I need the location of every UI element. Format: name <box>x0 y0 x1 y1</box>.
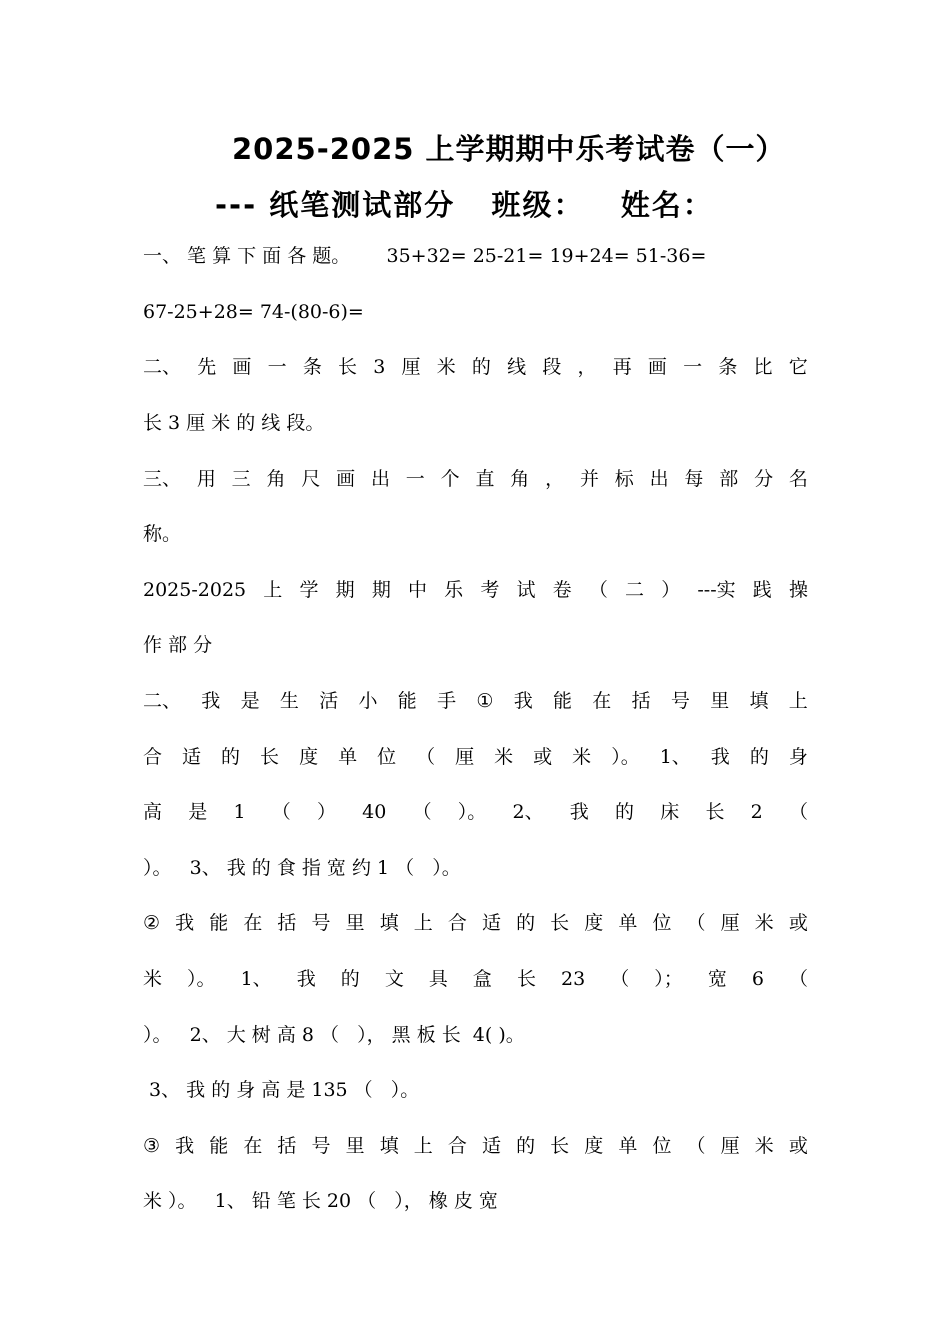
text-token: 画 <box>336 468 356 490</box>
text-token: ）。 <box>457 801 487 823</box>
text-token: （ <box>788 801 808 823</box>
text-token: 我 <box>175 912 195 934</box>
text-token: 单 <box>618 1135 638 1157</box>
text-token: 的 <box>749 746 769 768</box>
text-token: 2025-2025 <box>143 579 247 601</box>
text-token: 用 <box>196 468 216 490</box>
text-token: 考 <box>480 579 500 601</box>
text-token: 米 <box>494 746 514 768</box>
text-token: 度 <box>584 1135 604 1157</box>
text-token: 填 <box>379 1135 399 1157</box>
text-token: 一 <box>267 356 287 378</box>
text-token: 乐 <box>444 579 464 601</box>
text-token: ， <box>545 468 565 490</box>
text-token: 出 <box>649 468 669 490</box>
text-token: 二、 <box>143 356 182 378</box>
text-token: 尺 <box>301 468 321 490</box>
text-token: 二 <box>625 579 645 601</box>
text-token: ） <box>316 801 336 823</box>
text-token: 长 <box>516 968 536 990</box>
text-token: ② <box>143 912 161 934</box>
text-token: 它 <box>788 356 808 378</box>
text-token: 期 <box>335 579 355 601</box>
text-token: 宽 <box>707 968 727 990</box>
question-line-14 <box>143 966 808 992</box>
text-token: 生 <box>279 690 299 712</box>
text-token: 段 <box>542 356 562 378</box>
text-token: （ <box>686 1135 706 1157</box>
text-token: 并 <box>579 468 599 490</box>
text-token: 能 <box>553 690 573 712</box>
text-token: ③ <box>143 1135 161 1157</box>
text-token: 上 <box>788 690 808 712</box>
text-token: 米 <box>572 746 592 768</box>
text-token: 我 <box>296 968 316 990</box>
text-token: 米 <box>754 912 774 934</box>
text-token: 位 <box>652 1135 672 1157</box>
text-token: 手 <box>437 690 457 712</box>
text-token: ）； <box>654 968 683 990</box>
text-token: 在 <box>243 1135 263 1157</box>
question-line-13 <box>143 910 808 936</box>
text-token: 部 <box>719 468 739 490</box>
text-token: 单 <box>618 912 638 934</box>
text-token: 位 <box>652 912 672 934</box>
text-token: 三 <box>231 468 251 490</box>
text-token: 合 <box>143 746 163 768</box>
text-token: （ <box>686 912 706 934</box>
text-token: 身 <box>788 746 808 768</box>
text-token: 23 <box>561 968 586 990</box>
text-token: 2、 <box>512 801 544 823</box>
text-token: 先 <box>197 356 217 378</box>
text-token: 米 <box>143 968 163 990</box>
text-token: 括 <box>277 1135 297 1157</box>
text-token: 直 <box>475 468 495 490</box>
question-line-10 <box>143 744 808 770</box>
text-token: 适 <box>481 912 501 934</box>
text-token: 2 <box>750 801 763 823</box>
text-token: 度 <box>584 912 604 934</box>
text-token: 能 <box>209 1135 229 1157</box>
text-token: 或 <box>788 1135 808 1157</box>
text-token: 里 <box>710 690 730 712</box>
text-token: 个 <box>440 468 460 490</box>
text-token: 的 <box>340 968 360 990</box>
text-token: 厘 <box>720 912 740 934</box>
text-token: 号 <box>670 690 690 712</box>
question-line-7 <box>143 577 808 603</box>
text-token: 在 <box>243 912 263 934</box>
text-token: （ <box>416 746 436 768</box>
text-token: 厘 <box>455 746 475 768</box>
text-token: 文 <box>384 968 404 990</box>
question-line-9 <box>143 688 808 714</box>
text-token: 米 <box>754 1135 774 1157</box>
text-token: 单 <box>338 746 358 768</box>
exam-subtitle: --- 纸笔测试部分 班级： 姓名： <box>215 188 714 222</box>
text-token: 厘 <box>720 1135 740 1157</box>
text-token: 或 <box>533 746 553 768</box>
text-token: 上 <box>413 1135 433 1157</box>
text-token: 名 <box>788 468 808 490</box>
text-token: 是 <box>188 801 208 823</box>
text-token: 填 <box>379 912 399 934</box>
text-token: ① <box>476 690 494 712</box>
text-token: 长 <box>705 801 725 823</box>
text-token: 括 <box>631 690 651 712</box>
text-token: 三、 <box>143 468 182 490</box>
text-token: 厘 <box>401 356 421 378</box>
text-token: 适 <box>481 1135 501 1157</box>
text-token: 我 <box>569 801 589 823</box>
text-token: 上 <box>263 579 283 601</box>
text-token: （ <box>610 968 630 990</box>
text-token: 一 <box>405 468 425 490</box>
text-token: 出 <box>370 468 390 490</box>
text-token: 长 <box>260 746 280 768</box>
text-token: 画 <box>647 356 667 378</box>
text-token: 小 <box>358 690 378 712</box>
question-line-3 <box>143 354 808 380</box>
text-token: 40 <box>362 801 387 823</box>
text-token: 我 <box>175 1135 195 1157</box>
text-token: 践 <box>752 579 772 601</box>
text-token: 试 <box>516 579 536 601</box>
text-token: 的 <box>221 746 241 768</box>
text-token: 能 <box>209 912 229 934</box>
text-token: 画 <box>232 356 252 378</box>
text-token: 我 <box>710 746 730 768</box>
text-token: 在 <box>592 690 612 712</box>
question-line-16: 3、 我 的 身 高 是 135 （ ）。 <box>143 1079 420 1101</box>
text-token: 的 <box>471 356 491 378</box>
text-token: 号 <box>311 912 331 934</box>
text-token: 里 <box>345 1135 365 1157</box>
text-token: ）。 <box>187 968 216 990</box>
text-token: 我 <box>201 690 221 712</box>
text-token: 能 <box>397 690 417 712</box>
text-token: 具 <box>428 968 448 990</box>
text-token: 角 <box>266 468 286 490</box>
text-token: 高 <box>143 801 163 823</box>
text-token: 操 <box>788 579 808 601</box>
text-token: 里 <box>345 912 365 934</box>
text-token: 1、 <box>659 746 691 768</box>
text-token: 或 <box>788 912 808 934</box>
question-line-1: 一、 笔 算 下 面 各 题。 35+32= 25-21= 19+24= 51-36= <box>143 245 707 267</box>
text-token: 的 <box>516 1135 536 1157</box>
question-line-12: ）。 3、 我 的 食 指 宽 约 1 （ ）。 <box>143 857 461 879</box>
question-line-5 <box>143 466 808 492</box>
text-token: 米 <box>436 356 456 378</box>
question-line-6: 称。 <box>143 523 182 545</box>
text-token: 床 <box>660 801 680 823</box>
text-token: 活 <box>319 690 339 712</box>
text-token: 号 <box>311 1135 331 1157</box>
text-token: 3 <box>373 356 386 378</box>
text-token: ---实 <box>697 579 736 601</box>
question-line-15: ）。 2、 大 树 高 8 （ ）， 黑 板 长 4( )。 <box>143 1024 525 1046</box>
text-token: 度 <box>299 746 319 768</box>
text-token: 6 <box>751 968 764 990</box>
question-line-18: 米 ）。 1、 铅 笔 长 20 （ ）， 橡 皮 宽 <box>143 1190 498 1212</box>
text-token: 每 <box>684 468 704 490</box>
text-token: 长 <box>338 356 358 378</box>
text-token: 适 <box>182 746 202 768</box>
text-token: ， <box>577 356 597 378</box>
text-token: 的 <box>516 912 536 934</box>
text-token: 条 <box>302 356 322 378</box>
text-token: 合 <box>447 912 467 934</box>
text-token: 条 <box>718 356 738 378</box>
text-token: 1、 <box>240 968 272 990</box>
text-token: 1 <box>233 801 246 823</box>
question-line-8: 作 部 分 <box>143 634 213 656</box>
text-token: ） <box>661 579 681 601</box>
text-token: 角 <box>510 468 530 490</box>
exam-title: 2025-2025 上学期期中乐考试卷（一） <box>232 132 786 166</box>
text-token: 填 <box>749 690 769 712</box>
text-token: 期 <box>371 579 391 601</box>
text-token: （ <box>412 801 432 823</box>
text-token: 长 <box>550 1135 570 1157</box>
question-line-4: 长 3 厘 米 的 线 段。 <box>143 412 325 434</box>
text-token: 长 <box>550 912 570 934</box>
text-token: 二、 <box>143 690 182 712</box>
text-token: 分 <box>754 468 774 490</box>
text-token: 位 <box>377 746 397 768</box>
question-line-17 <box>143 1133 808 1159</box>
text-token: 学 <box>299 579 319 601</box>
text-token: 我 <box>513 690 533 712</box>
text-token: 一 <box>683 356 703 378</box>
text-token: 标 <box>614 468 634 490</box>
text-token: 再 <box>612 356 632 378</box>
text-token: 比 <box>753 356 773 378</box>
text-token: 中 <box>407 579 427 601</box>
text-token: 上 <box>413 912 433 934</box>
text-token: 卷 <box>552 579 572 601</box>
text-token: 盒 <box>472 968 492 990</box>
question-line-11 <box>143 799 808 825</box>
text-token: 是 <box>240 690 260 712</box>
question-line-2: 67-25+28= 74-(80-6)= <box>143 301 364 323</box>
text-token: （ <box>271 801 291 823</box>
text-token: 线 <box>507 356 527 378</box>
text-token: 括 <box>277 912 297 934</box>
text-token: （ <box>788 968 808 990</box>
text-token: 的 <box>615 801 635 823</box>
text-token: ）。 <box>611 746 640 768</box>
text-token: （ <box>588 579 608 601</box>
text-token: 合 <box>447 1135 467 1157</box>
